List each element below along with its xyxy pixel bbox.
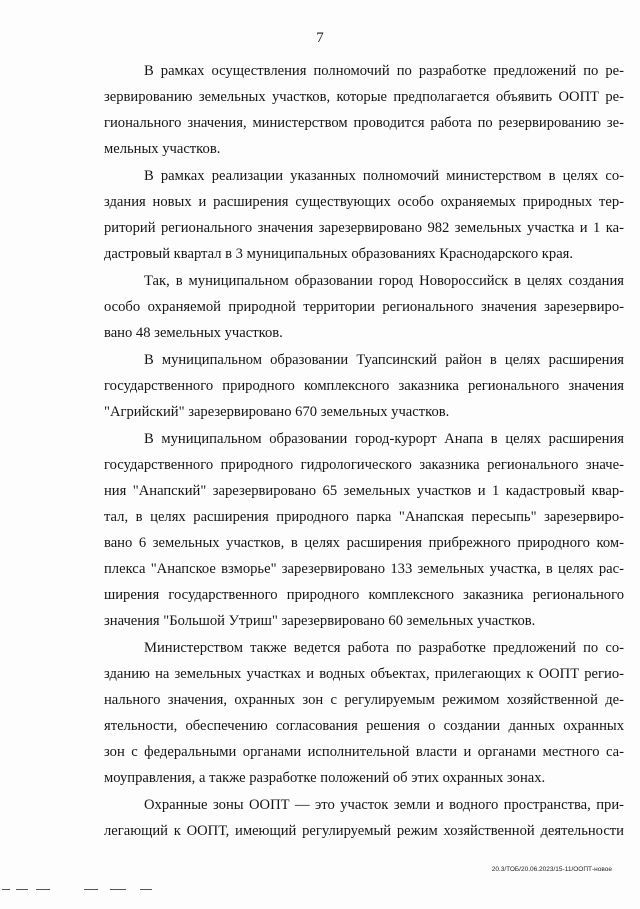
scan-artifact-dash (16, 889, 28, 890)
document-footer-code: 20.3/ТОБ/20.06.2023/15-11/ООПТ-новое (491, 866, 612, 873)
paragraph-4-line-3: "Агрийский" зарезервировано 670 земельных участков. (104, 404, 450, 420)
scan-artifact-dash (36, 889, 50, 890)
paragraph-3-line-2: особо охраняемой природной территории регионального значения зарезервиро- (104, 299, 624, 315)
paragraph-5-line-6: плекса "Анапское взморье" зарезервировано 133 земельных участка, в целях рас- (104, 561, 624, 577)
scan-artifact-dash (2, 889, 10, 890)
paragraph-2-line-1: В рамках реализации указанных полномочий министерством в целях со- (144, 168, 624, 184)
paragraph-6-line-2: зданию на земельных участках и водных объектах, прилегающих к ООПТ регио- (104, 666, 624, 682)
paragraph-7-line-1: Охранные зоны ООПТ — это участок земли и водного пространства, при- (144, 797, 624, 813)
paragraph-1-line-1: В рамках осуществления полномочий по разработке предложений по ре- (144, 63, 624, 79)
paragraph-5-line-5: вано 6 земельных участков, в целях расширения прибрежного природного ком- (104, 535, 624, 551)
paragraph-1-line-4: мельных участков. (104, 141, 221, 157)
paragraph-6-line-4: ятельности, обеспечению согласования решения о создании данных охранных (104, 718, 624, 734)
paragraph-4-line-1: В муниципальном образовании Туапсинский район в целях расширения (144, 352, 624, 368)
paragraph-2-line-3: риторий регионального значения зарезервировано 982 земельных участка и 1 ка- (104, 220, 624, 236)
paragraph-1-line-3: гионального значения, министерством проводится работа по резервированию зе- (104, 115, 624, 131)
paragraph-4-line-2: государственного природного комплексного заказника регионального значения (104, 378, 624, 394)
paragraph-6-line-3: нального значения, охранных зон с регулируемым режимом хозяйственной де- (104, 692, 624, 708)
paragraph-5-line-4: тал, в целях расширения природного парка "Анапская пересыпь" зарезервиро- (104, 509, 624, 525)
paragraph-5-line-8: значения "Большой Утриш" зарезервировано 60 земельных участков. (104, 613, 536, 629)
scan-artifact-dash (84, 889, 98, 890)
document-body (104, 58, 624, 844)
paragraph-7-line-2: легающий к ООПТ, имеющий регулируемый режим хозяйственной деятельности (104, 823, 624, 839)
paragraph-6-line-5: зон с федеральными органами исполнительной власти и органами местного са- (104, 744, 624, 760)
paragraph-5-line-2: государственного природного гидрологического заказника регионального значе- (104, 457, 624, 473)
paragraph-5-line-7: ширения государственного природного комплексного заказника регионального (104, 587, 624, 603)
paragraph-5-line-3: ния "Анапский" зарезервировано 65 земельных участков и 1 кадастровый квар- (104, 483, 624, 499)
paragraph-5-line-1: В муниципальном образовании город-курорт Анапа в целях расширения (144, 431, 624, 447)
paragraph-2-line-4: дастровый квартал в 3 муниципальных образованиях Краснодарского края. (104, 246, 574, 262)
paragraph-2-line-2: здания новых и расширения существующих особо охраняемых природных тер- (104, 194, 624, 210)
paragraph-6-line-1: Министерством также ведется работа по разработке предложений по со- (144, 640, 624, 656)
paragraph-3-line-1: Так, в муниципальном образовании город Новороссийск в целях создания (144, 273, 624, 289)
scan-artifact-dash (110, 889, 126, 890)
page-number: 7 (316, 30, 324, 46)
paragraph-6-line-6: моуправления, а также разработке положений об этих охранных зонах. (104, 770, 546, 786)
scan-artifact-dash (140, 889, 152, 890)
paragraph-1-line-2: зервированию земельных участков, которые предполагается объявить ООПТ ре- (104, 89, 624, 105)
paragraph-3-line-3: вано 48 земельных участков. (104, 325, 283, 341)
